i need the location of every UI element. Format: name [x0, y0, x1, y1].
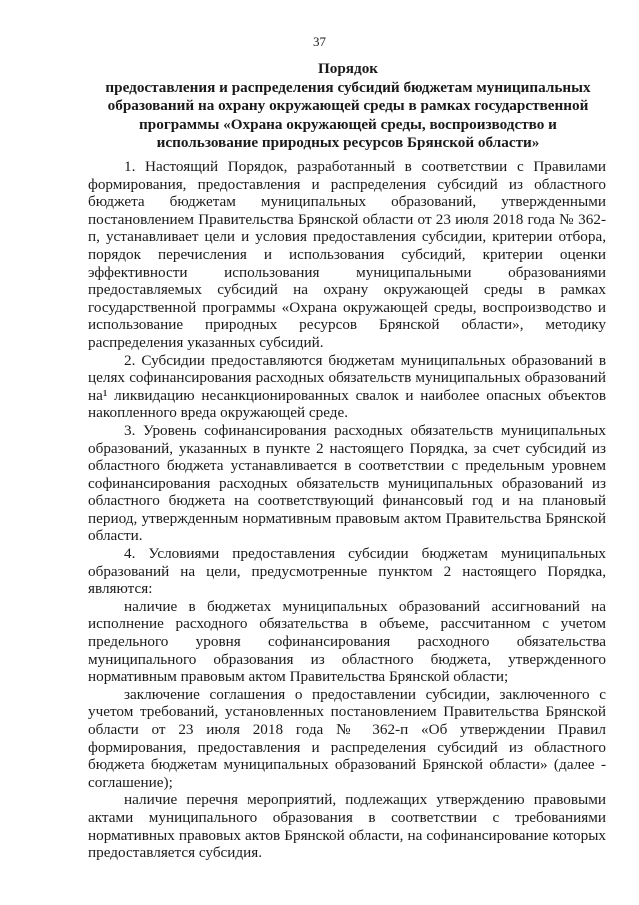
paragraph-2: 2. Субсидии предоставляются бюджетам муниципальных образований в целях софинансирования расходных обязательств муниципальных образований на¹ ликвидацию несанкционированных свалок и наиболее опасных объектов накопленного вреда окружающей среде. — [88, 351, 606, 422]
title-line: образований на охрану окружающей среды в рамках государственной — [107, 97, 589, 114]
condition-3: наличие перечня мероприятий, подлежащих утверждению правовыми актами муниципального образования в соответствии с требованиями нормативных правовых актов Брянской области, на софинансирование которых предоставляется субсидия. — [88, 791, 606, 862]
document-title — [88, 60, 608, 153]
paragraph-1: 1. Настоящий Порядок, разработанный в соответствии с Правилами формирования, предоставления и распределения субсидий из областного бюджета бюджетам муниципальных образований, утвержденными постановлением Правительства Брянской области от 23 июля 2018 года № 362-п, устанавливает цели и условия предоставления субсидии, критерии отбора, порядок перечисления и использования субсидий, критерии оценки эффективности использования муниципальными образованиями предоставляемых субсидий на охрану окружающей среды в рамках государственной программы «Охрана окружающей среды, воспроизводство и использование природных ресурсов Брянской области», методику распределения указанных субсидий. — [88, 158, 606, 351]
title-line: программы «Охрана окружающей среды, воспроизводство и — [139, 115, 557, 133]
title-line: предоставления и распределения субсидий бюджетам муниципальных — [105, 78, 591, 96]
paragraph-4: 4. Условиями предоставления субсидии бюджетам муниципальных образований на цели, предусмотренные пунктом 2 настоящего Порядка, являются: — [88, 545, 606, 598]
paragraph-3: 3. Уровень софинансирования расходных обязательств муниципальных образований, указанных в пункте 2 настоящего Порядка, за счет субсидий из областного бюджета устанавливается в соответствии с предельным уровнем софинансирования расходных обязательств муниципальных образований из областного бюджета на соответствующий финансовый год и на плановый период, утвержденным нормативным правовым актом Правительства Брянской области. — [88, 421, 606, 545]
page-number: 37 — [313, 34, 326, 49]
title-line: использование природных ресурсов Брянской области» — [156, 134, 540, 151]
title-line: Порядок — [317, 60, 379, 77]
condition-1: наличие в бюджетах муниципальных образований ассигнований на исполнение расходного обязательства в объеме, рассчитанном с учетом предельного уровня софинансирования расходного обязательства муниципального образования из областного бюджета, утвержденного нормативным правовым актом Правительства Брянской области; — [88, 597, 606, 686]
condition-2: заключение соглашения о предоставлении субсидии, заключенного с учетом требований, установленных постановлением Правительства Брянской области от 23 июля 2018 года № 362-п «Об утверждении Правил формирования, предоставления и распределения субсидий из областного бюджета бюджетам муниципальных образований Брянской области» (далее - соглашение); — [88, 685, 606, 791]
document-body — [88, 158, 606, 862]
